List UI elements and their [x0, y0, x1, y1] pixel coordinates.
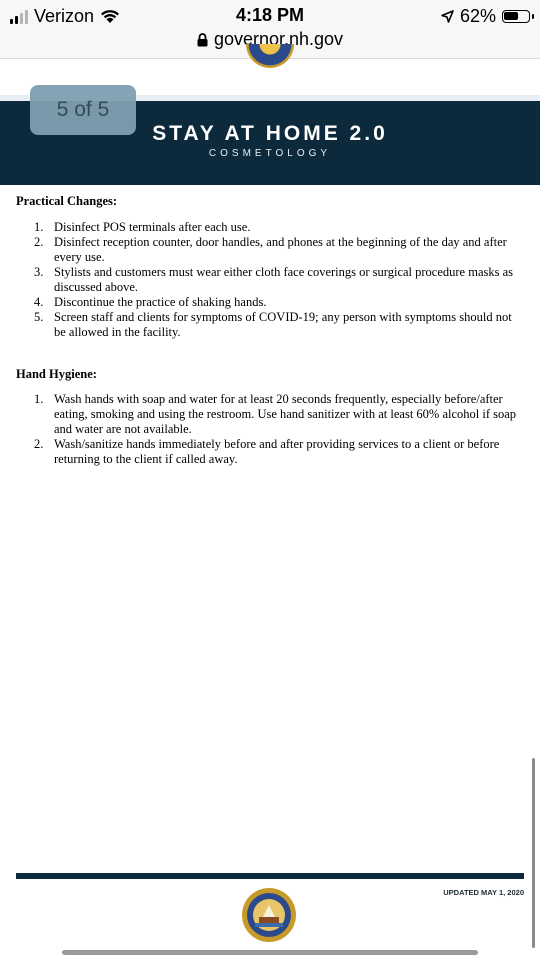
lock-icon: [197, 33, 208, 47]
document-subtitle: COSMETOLOGY: [208, 148, 332, 159]
list-item: 4. Discontinue the practice of shaking hands.: [34, 295, 267, 309]
list-item: 2. Disinfect reception counter, door handles, and phones at the beginning of the day and after every use.: [34, 235, 507, 264]
page-indicator-badge: 5 of 5: [30, 85, 136, 135]
list-item: 2. Wash/sanitize hands immediately before and after providing services to a client or before returning to the client if called away.: [34, 437, 500, 466]
footer-rule: [16, 873, 524, 879]
list-item: 1. Wash hands with soap and water for at least 20 seconds frequently, especially before/after eating, smoking and using the restroom. Use hand sanitizer with at least 60% alcohol if soap and water are not available.: [34, 392, 517, 436]
state-seal-icon: [246, 44, 294, 68]
hand-hygiene-list: [34, 392, 524, 467]
location-arrow-icon: [441, 10, 454, 23]
state-seal-icon: [241, 887, 297, 943]
carrier-label: Verizon: [34, 6, 95, 26]
clock: 4:18 PM: [235, 5, 305, 25]
status-right: [441, 6, 530, 27]
battery-percent: 62%: [459, 6, 496, 26]
scrollbar[interactable]: [532, 758, 535, 948]
battery-icon: [502, 10, 530, 23]
url-text: governor.nh.gov: [213, 29, 344, 49]
practical-changes-list: [34, 220, 524, 340]
document-title: STAY AT HOME 2.0: [152, 122, 388, 145]
section-heading: Practical Changes:: [16, 194, 118, 208]
section-heading: Hand Hygiene:: [16, 367, 97, 381]
home-indicator[interactable]: [62, 950, 478, 955]
list-item: 1. Disinfect POS terminals after each use.: [34, 220, 251, 234]
list-item: 3. Stylists and customers must wear either cloth face coverings or surgical procedure masks as discussed above.: [34, 265, 514, 294]
updated-date: UPDATED MAY 1, 2020: [443, 888, 524, 897]
list-item: 5. Screen staff and clients for symptoms of COVID-19; any person with symptoms should not be allowed in the facility.: [34, 310, 512, 339]
